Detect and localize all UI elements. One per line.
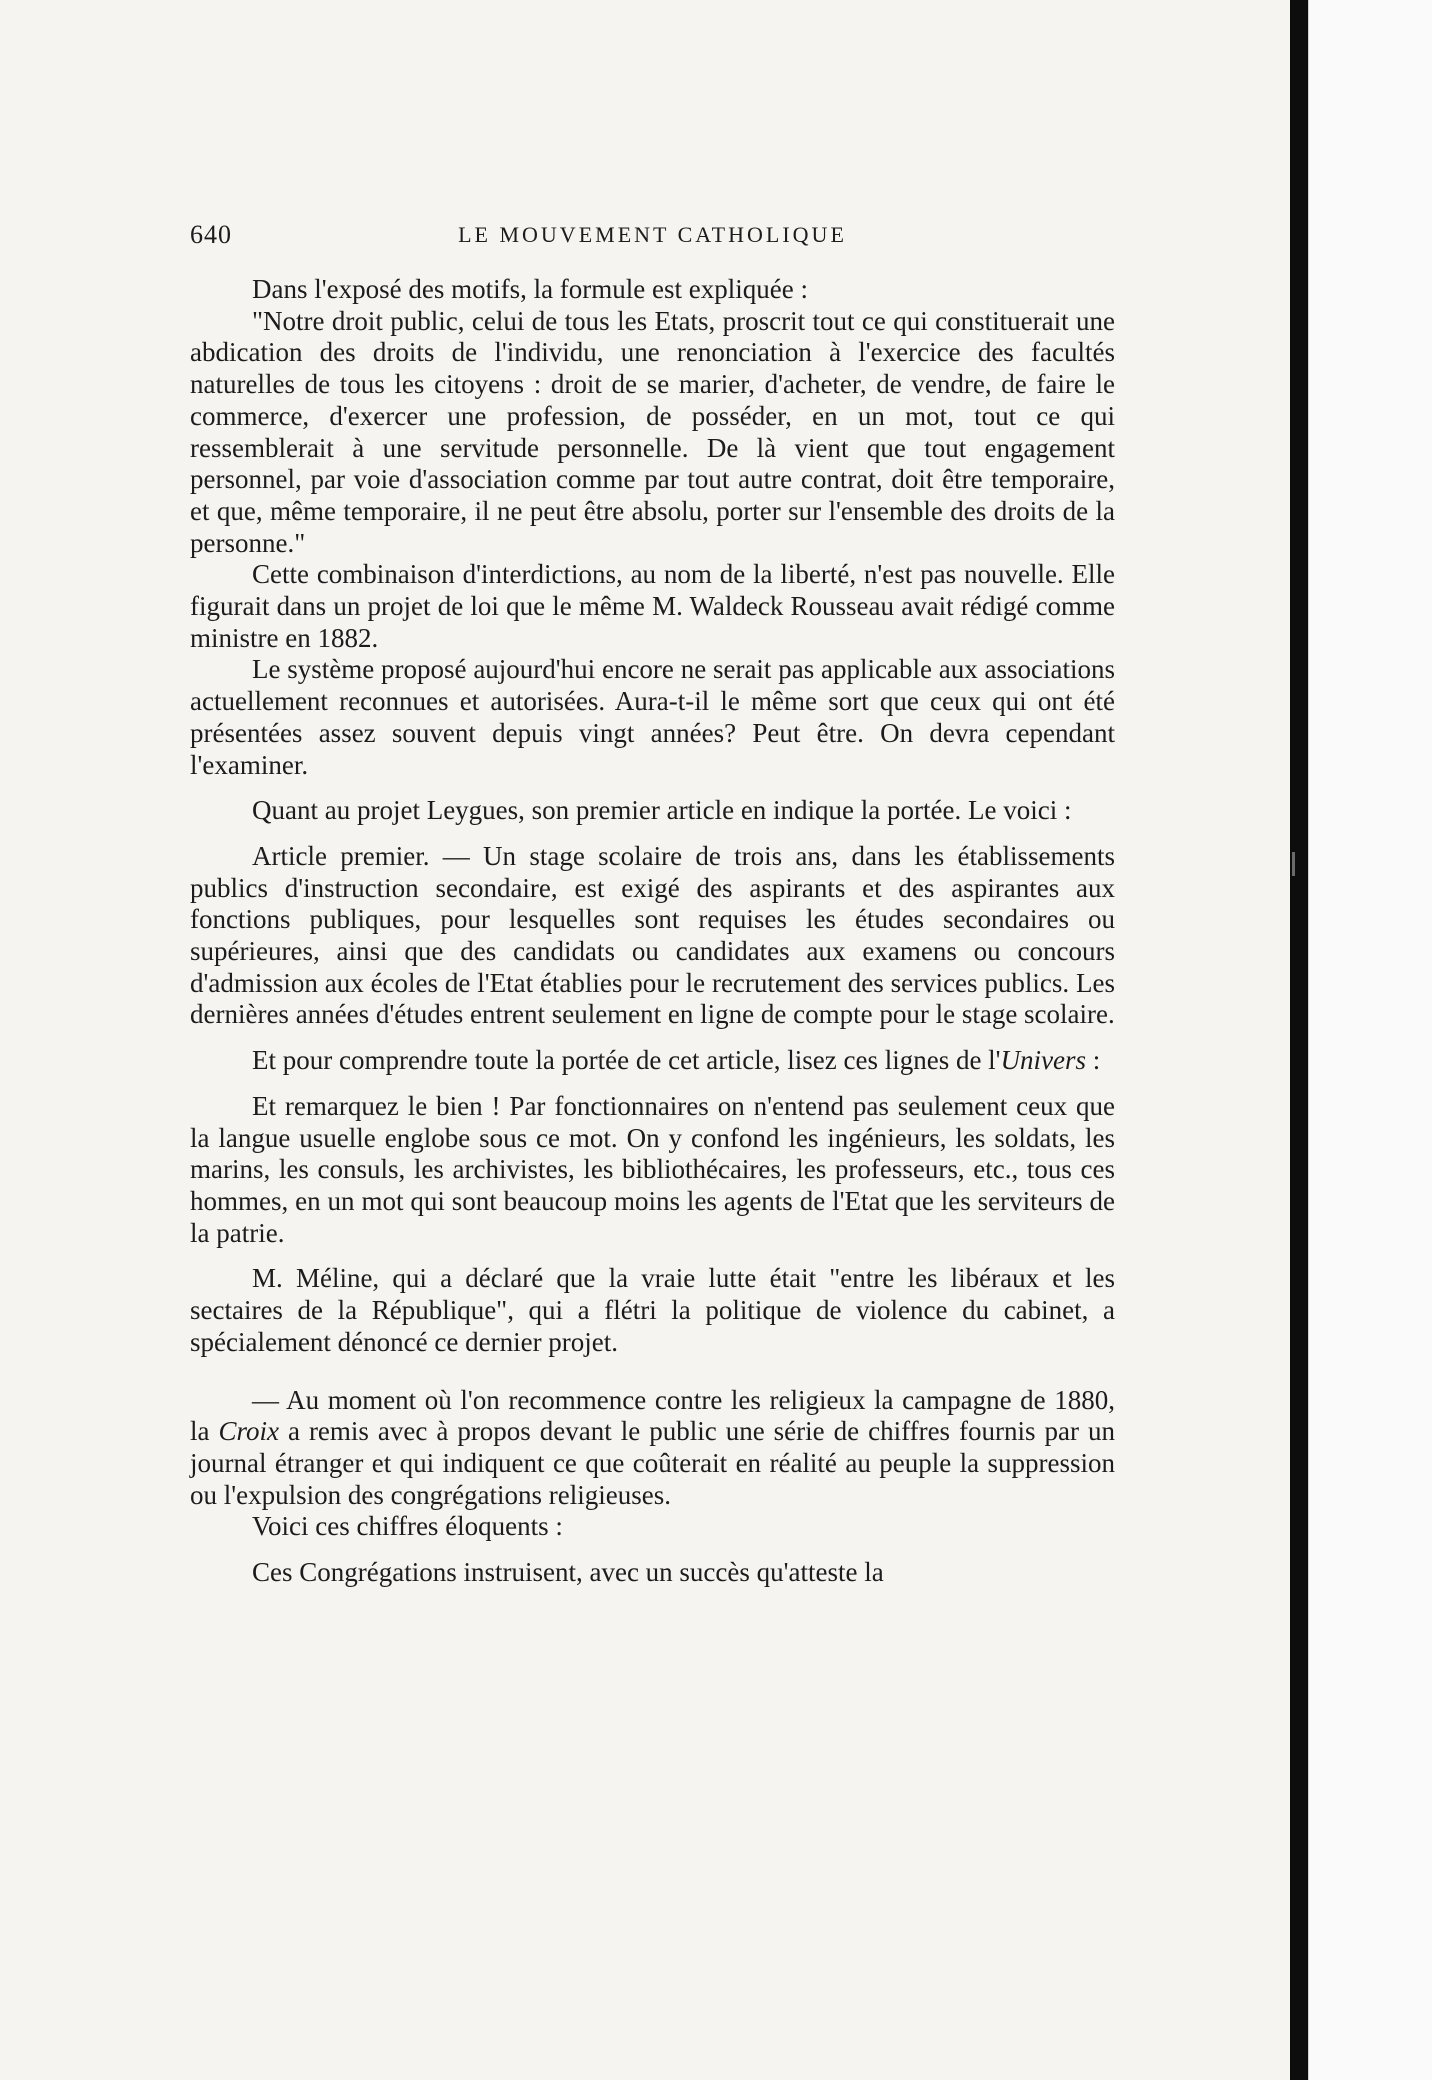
- paragraph: Voici ces chiffres éloquents :: [252, 1511, 563, 1542]
- text-run: — Au moment où l'on recommence contre les religieux la campagne de 1880, la: [190, 1384, 1115, 1447]
- paragraph: Ces Congrégations instruisent, avec un succès qu'atteste la: [252, 1557, 884, 1588]
- gutter-mark: [1292, 852, 1295, 876]
- paragraph: M. Méline, qui a déclaré que la vraie lutte était "entre les libéraux et les sectaires de la République", qui a flétri la politique de violence du cabinet, a spécialement dénoncé ce dernier projet.: [190, 1263, 1115, 1357]
- paragraph: Le système proposé aujourd'hui encore ne serait pas applicable aux associations actuellement reconnues et autorisées. Aura-t-il le même sort que ceux qui ont été présentées assez souvent depuis vingt années? Peut être. On devra cependant l'examiner.: [190, 654, 1115, 780]
- paragraph: Cette combinaison d'interdictions, au nom de la liberté, n'est pas nouvelle. Elle figurait dans un projet de loi que le même M. Waldeck Rousseau avait rédigé comme ministre en 1882.: [190, 559, 1115, 653]
- paragraph: Quant au projet Leygues, son premier article en indique la portée. Le voici :: [252, 795, 1072, 826]
- paragraph: [190, 1385, 1115, 1512]
- quoted-article: Article premier. — Un stage scolaire de trois ans, dans les établissements publics d'instruction secondaire, est exigé des aspirants et des aspirantes aux fonctions publiques, pour lesquelles sont requises les études secondaires ou supérieures, ainsi que des candidats ou candidates aux examens ou concours d'admission aux écoles de l'Etat établies pour le recrutement des services publics. Les dernières années d'études entrent seulement en ligne de compte pour le stage scolaire.: [190, 840, 1115, 1030]
- paragraph: [190, 1045, 1115, 1077]
- text-run: Et pour comprendre toute la portée de cet article, lisez ces lignes de l': [252, 1045, 1001, 1076]
- page-body: [190, 274, 1115, 1589]
- text-run: a remis avec à propos devant le public une série de chiffres fournis par un journal étranger et qui indiquent ce que coûterait en réalité au peuple la suppression ou l'expulsion des congrégations religieuses.: [190, 1416, 1115, 1510]
- italic-title: Croix: [218, 1416, 279, 1447]
- book-gutter: [1290, 0, 1308, 2080]
- paragraph: Dans l'exposé des motifs, la formule est expliquée :: [252, 274, 808, 304]
- scan-margin: [1308, 0, 1432, 2080]
- text-run: :: [1086, 1045, 1101, 1076]
- page-number: 640: [190, 220, 232, 249]
- page-header: [190, 220, 1115, 252]
- quoted-paragraph: Et remarquez le bien ! Par fonctionnaires on n'entend pas seulement ceux que la langue usuelle englobe sous ce mot. On y confond les ingénieurs, les soldats, les marins, les consuls, les archivistes, les bibliothécaires, les professeurs, etc., tous ces hommes, en un mot qui sont beaucoup moins les agents de l'Etat que les serviteurs de la patrie.: [190, 1090, 1115, 1248]
- quoted-paragraph: "Notre droit public, celui de tous les Etats, proscrit tout ce qui constituerait une abdication des droits de l'individu, une renonciation à l'exercice des facultés naturelles de tous les citoyens : droit de se marier, d'acheter, de vendre, de faire le commerce, d'exercer une profession, de posséder, en un mot, tout ce qui ressemblerait à une servitude personnelle. De là vient que tout engagement personnel, par voie d'association comme par tout autre contrat, doit être temporaire, et que, même temporaire, il ne peut être absolu, porter sur l'ensemble des droits de la personne.": [190, 305, 1115, 558]
- running-title: LE MOUVEMENT CATHOLIQUE: [458, 222, 847, 247]
- italic-title: Univers: [1000, 1045, 1087, 1076]
